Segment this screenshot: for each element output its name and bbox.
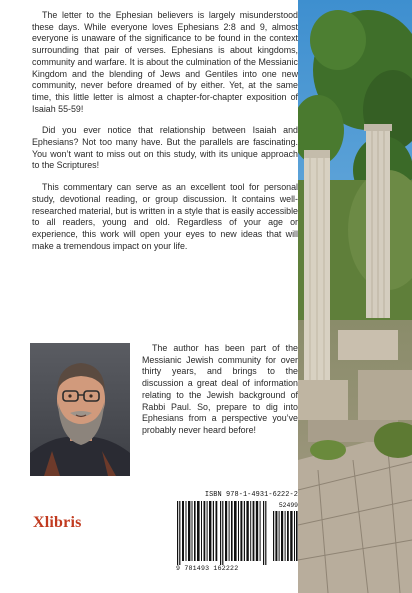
price-code: 52499 [278, 502, 298, 509]
description-paragraph-1: The letter to the Ephesian believers is largely misunderstood these days. While everyone loves Ephesians 2:8 and 9, almost everyone is unaware of the significance to be found in the context surrounding that pair of verses. Ephesians is about kingdoms, community and warfare. It is about the culmination of the Messianic Kingdom and the blending of Jews and Gentiles into one new community, never before dreamed of by either. Yet, at the same time, this little letter is almost a chapter-for-chapter exposition of Isaiah 55-59! [32, 10, 298, 114]
description-paragraph-3: This commentary can serve as an excellent tool for personal study, devotional reading, or group discussion. It contains well-researched material, but is written in a style that is easily accessible to all readers, young and old. Regardless of your age or experience, this work will open your eyes to new ideas that will make a tremendous impact on your life. [32, 182, 298, 251]
author-bio: The author has been part of the Messianic Jewish community for over thirty years, and brings to the discussion a great deal of information relating to the Jewish background of Rabbi Paul. So, prepare to dig into Ephesians from a perspective you’ve probably never heard before! [142, 343, 298, 435]
barcode-number: 9 781493 162222 [176, 565, 239, 572]
publisher-logo: Xlibris [33, 514, 82, 531]
description-paragraph-2: Did you ever notice that relationship between Isaiah and Ephesians? Not too many have. But the parallels are fascinating. You won’t want to miss out on this study, with its unique approach to the Scriptures! [32, 125, 298, 171]
barcode-panel [176, 491, 298, 573]
isbn-label: ISBN 978-1-4931-6222-2 [204, 491, 298, 499]
author-photo [30, 343, 130, 476]
description-column [32, 10, 298, 262]
barcode-bars [176, 501, 270, 565]
author-portrait-illustration [30, 343, 130, 476]
price-barcode [273, 511, 298, 561]
ruins-photo [298, 0, 412, 593]
